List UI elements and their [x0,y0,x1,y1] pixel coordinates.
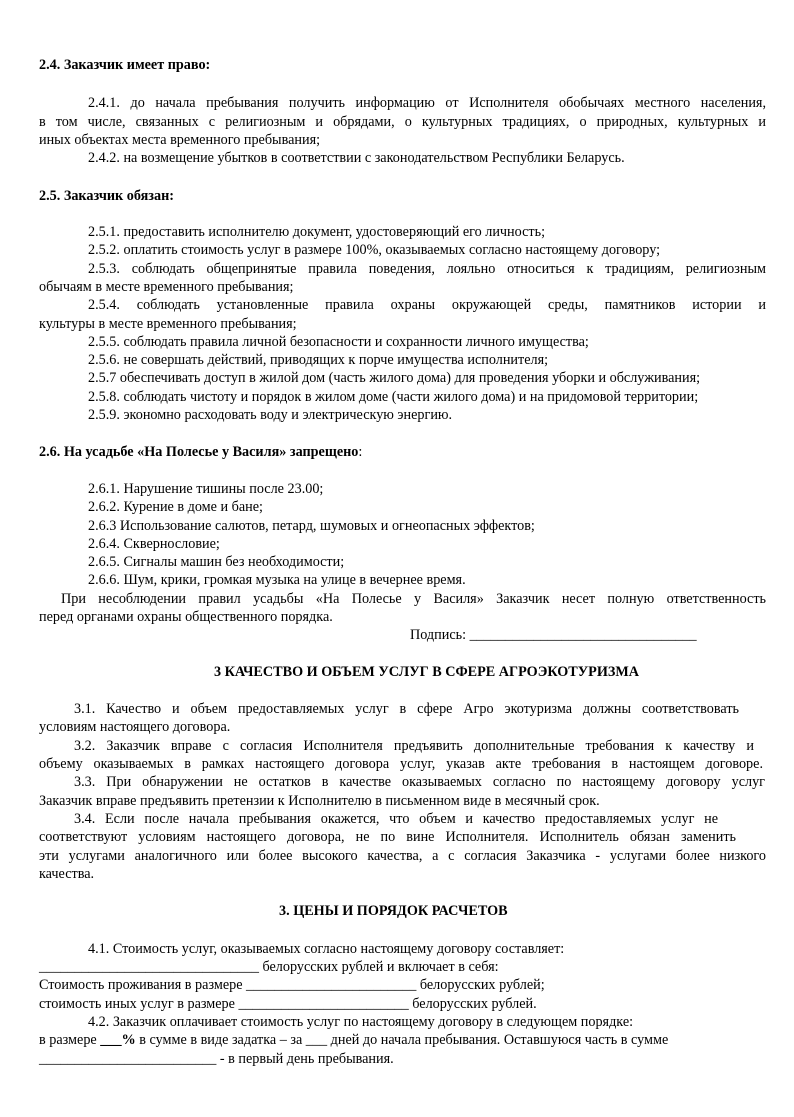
para-3-2-line-1: 3.2. Заказчик вправе с согласия Исполнителя предъявить дополнительные требования к качеству и [74,738,754,754]
section-2-4-heading: 2.4. Заказчик имеет право: [39,57,211,73]
para-3-3-line-2: Заказчик вправе предъявить претензии к Исполнителю в письменном виде в месячный срок. [39,793,600,809]
para-3-4-line-1: 3.4. Если после начала пребывания окажется, что объем и качество предоставляемых услуг не [74,811,718,827]
section-2-6-heading [39,443,362,461]
percent-blank: ___% [100,1032,136,1048]
para-4-2-suffix: в сумме в виде задатка – за ___ дней до начала пребывания. Оставшуюся часть в сумме [135,1032,669,1048]
signature-line: Подпись: ________________________________ [410,627,697,643]
item-2-6-2: 2.6.2. Курение в доме и бане; [88,499,263,515]
section-2-5-heading: 2.5. Заказчик обязан: [39,188,174,204]
para-4-2-prefix: в размере [39,1032,101,1048]
item-2-5-8: 2.5.8. соблюдать чистоту и порядок в жилом доме (части жилого дома) и на придомовой территории; [88,389,699,405]
item-2-6-1: 2.6.1. Нарушение тишины после 23.00; [88,481,324,497]
item-2-6-4: 2.6.4. Сквернословие; [88,536,220,552]
para-3-4-line-2: соответствуют условиям настоящего договора, не по вине Исполнителя. Исполнитель обязан заменить [39,829,736,845]
para-4-1-line-1: 4.1. Стоимость услуг, оказываемых согласно настоящему договору составляет: [88,941,565,957]
item-2-5-4-line-1: 2.5.4. соблюдать установленные правила охраны окружающей среды, памятников истории и [88,297,766,313]
para-3-4-line-4: качества. [39,866,95,882]
rules-note-line-1: При несоблюдении правил усадьбы «На Полесье у Василя» Заказчик несет полную ответственность [61,591,766,607]
item-2-5-3-line-2: обычаям в месте временного пребывания; [39,279,294,295]
item-2-4-2: 2.4.2. на возмещение убытков в соответствии с законодательством Республики Беларусь. [88,150,625,166]
item-2-5-2: 2.5.2. оплатить стоимость услуг в размере 100%, оказываемых согласно настоящему договору; [88,242,661,258]
item-2-5-5: 2.5.5. соблюдать правила личной безопасности и сохранности личного имущества; [88,334,589,350]
section-4-heading: 3. ЦЕНЫ И ПОРЯДОК РАСЧЕТОВ [279,903,508,919]
para-4-1-line-2: _______________________________ белорусских рублей и включает в себя: [39,959,499,975]
para-4-2-line-1: 4.2. Заказчик оплачивает стоимость услуг по настоящему договору в следующем порядке: [88,1014,634,1030]
section-3-heading: 3 КАЧЕСТВО И ОБЪЕМ УСЛУГ В СФЕРЕ АГРОЭКОТУРИЗМА [214,664,639,680]
item-2-5-1: 2.5.1. предоставить исполнителю документ, удостоверяющий его личность; [88,224,546,240]
para-3-2-line-2: объему оказываемых в рамках настоящего договора услуг, указав акте требования в настоящем договоре. [39,756,763,772]
item-2-5-3-line-1: 2.5.3. соблюдать общепринятые правила поведения, лояльно относиться к традициям, религиозным [88,261,766,277]
item-2-6-3: 2.6.3 Использование салютов, петард, шумовых и огнеопасных эффектов; [88,518,535,534]
item-2-5-7: 2.5.7 обеспечивать доступ в жилой дом (часть жилого дома) для проведения уборки и обслуживания; [88,370,701,386]
para-3-1-line-1: 3.1. Качество и объем предоставляемых услуг в сфере Агро экотуризма должны соответствовать [74,701,739,717]
para-3-4-line-3: эти услугами аналогичного или более высокого качества, а с согласия Заказчика - услугами более низкого [39,848,766,864]
para-4-1-line-4: стоимость иных услуг в размере ________________________ белорусских рублей. [39,996,537,1012]
para-4-1-line-3: Стоимость проживания в размере ________________________ белорусских рублей; [39,977,545,993]
para-3-1-line-2: условиям настоящего договора. [39,719,231,735]
section-2-6-heading-colon: : [358,444,363,460]
item-2-4-1-line-2: в том числе, связанных с религиозным и обрядами, о культурных традициях, о природных, культурных и [39,114,766,130]
para-3-3-line-1: 3.3. При обнаружении не остатков в качестве оказываемых согласно по настоящему договору услуг [74,774,765,790]
item-2-4-1-line-1: 2.4.1. до начала пребывания получить информацию от Исполнителя обобычаях местного населения, [88,95,766,111]
item-2-4-1-line-3: иных объектах места временного пребывания; [39,132,321,148]
para-4-2-line-3: _________________________ - в первый день пребывания. [39,1051,394,1067]
para-4-2-line-2 [39,1031,668,1049]
item-2-5-9: 2.5.9. экономно расходовать воду и электрическую энергию. [88,407,453,423]
item-2-6-5: 2.6.5. Сигналы машин без необходимости; [88,554,345,570]
rules-note-line-2: перед органами охраны общественного порядка. [39,609,333,625]
section-2-6-heading-text: 2.6. На усадьбе «На Полесье у Василя» запрещено [39,444,359,460]
item-2-5-4-line-2: культуры в месте временного пребывания; [39,316,297,332]
item-2-6-6: 2.6.6. Шум, крики, громкая музыка на улице в вечернее время. [88,572,466,588]
item-2-5-6: 2.5.6. не совершать действий, приводящих к порче имущества исполнителя; [88,352,549,368]
